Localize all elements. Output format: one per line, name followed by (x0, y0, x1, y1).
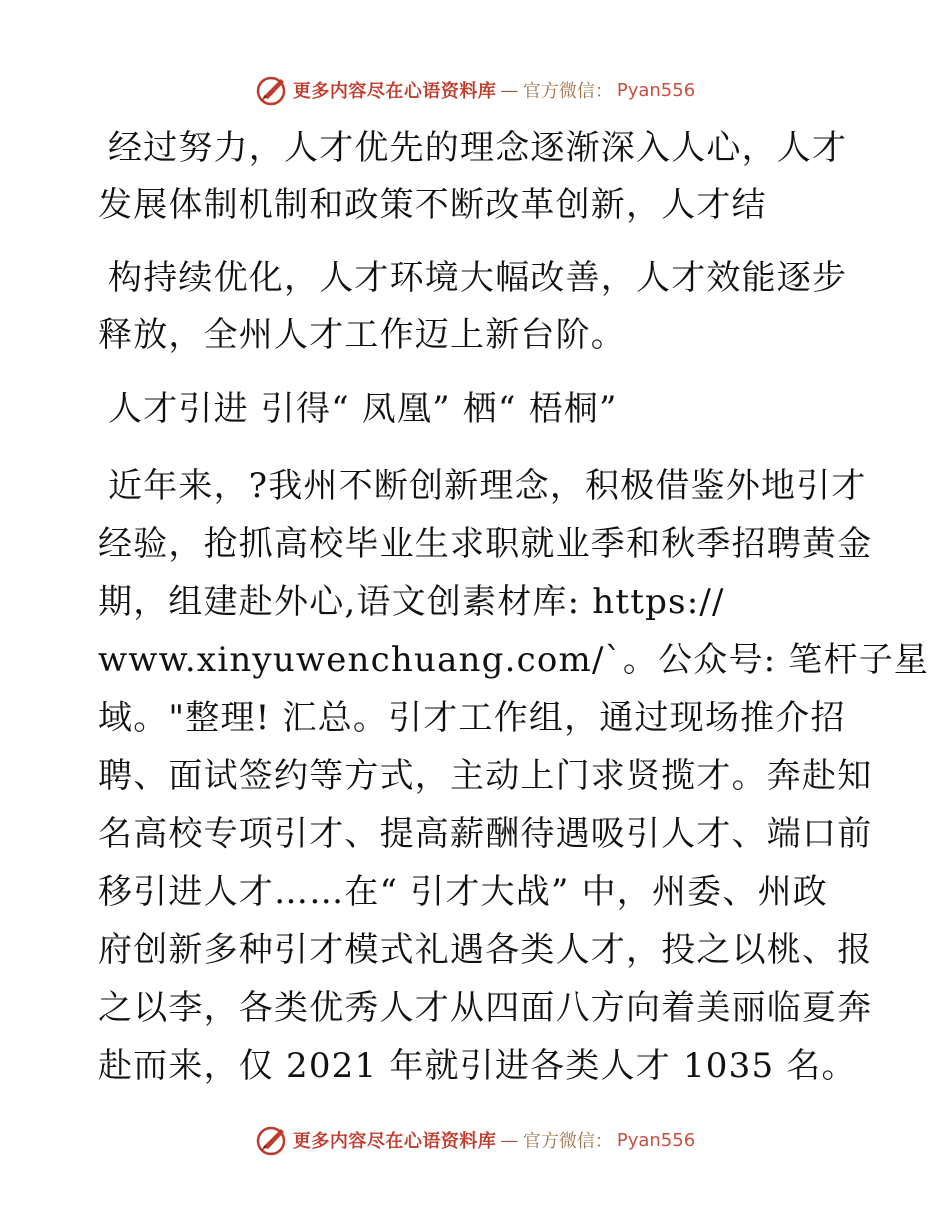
watermark-separator: — (500, 79, 519, 101)
watermark-wechat-id: Pyan556 (616, 1129, 696, 1151)
text-line: 聘、面试签约等方式，主动上门求贤揽才。奔赴知 (98, 756, 873, 796)
section-heading: 人才引进 引得“ 凤凰” 栖“ 梧桐” (108, 389, 618, 429)
text-line: 经过努力，人才优先的理念逐渐深入人心，人才 (108, 128, 848, 168)
watermark-official-label: 官方微信： (522, 81, 613, 102)
text-line: 名高校专项引才、提高薪酬待遇吸引人才、端口前 (98, 814, 873, 854)
watermark-wechat-id: Pyan556 (616, 79, 696, 101)
text-line: 赴而来，仅 2021 年就引进各类人才 1035 名。 (98, 1046, 857, 1086)
header-watermark (0, 72, 950, 108)
text-line: 之以李，各类优秀人才从四面八方向着美丽临夏奔 (98, 988, 873, 1028)
text-line: 近年来，?我州不断创新理念，积极借鉴外地引才 (108, 466, 867, 506)
footer-watermark (0, 1122, 950, 1158)
text-line: 发展体制机制和政策不断改革创新，人才结 (98, 185, 767, 225)
text-line: 府创新多种引才模式礼遇各类人才，投之以桃、报 (98, 930, 873, 970)
watermark-text: 更多内容尽在心语资料库 (292, 81, 497, 102)
text-line: 期，组建赴外心,语文创素材库: https:// (98, 582, 725, 622)
text-line: 经验，抢抓高校毕业生求职就业季和秋季招聘黄金 (98, 524, 873, 564)
text-line: www.xinyuwenchuang.com/`。公众号: 笔杆子星 (98, 640, 930, 680)
text-line: 构持续优化，人才环境大幅改善，人才效能逐步 (108, 258, 848, 298)
text-line: 移引进人才……在“ 引才大战” 中，州委、州政 (98, 872, 828, 912)
watermark-official-label: 官方微信： (522, 1131, 613, 1152)
text-line: 释放，全州人才工作迈上新台阶。 (98, 315, 626, 355)
watermark-separator: — (500, 1129, 519, 1151)
quill-logo-icon (255, 73, 289, 107)
text-line: 域。"整理! 汇总。引才工作组，通过现场推介招 (98, 698, 846, 738)
quill-logo-icon (255, 1123, 289, 1157)
watermark-text: 更多内容尽在心语资料库 (292, 1131, 497, 1152)
